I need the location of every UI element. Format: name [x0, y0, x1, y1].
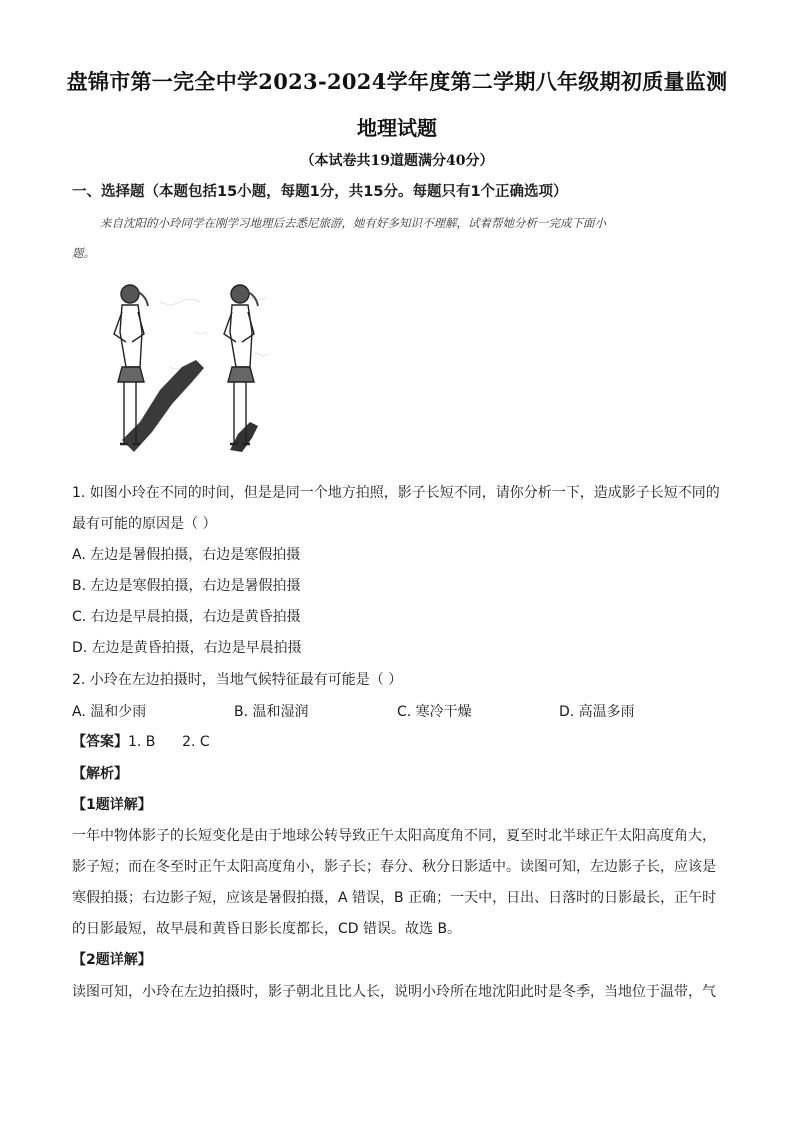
detail1-line2: 影子短；而在冬至时正午太阳高度角小，影子长；春分、秋分日影适中。读图可知，左边影子长，应该是 — [72, 859, 716, 875]
detail2-line1: 读图可知，小玲在左边拍摄时，影子朝北且比人长，说明小玲所在地沈阳此时是冬季，当地位于温带，气 — [72, 984, 716, 1000]
exam-subtitle: 地理试题 — [357, 116, 437, 140]
q1-option-d: D. 左边是黄昏拍摄，右边是早晨拍摄 — [72, 640, 302, 656]
exam-note: （本试卷共19道题满分40分） — [300, 153, 494, 169]
detail1-line1: 一年中物体影子的长短变化是由于地球公转导致正午太阳高度角不同，夏至时北半球正午太阳高度角大， — [72, 828, 716, 844]
shadow-photo-figure — [100, 272, 300, 472]
q2-option-b: B. 温和湿润 — [234, 704, 309, 720]
q1-option-b: B. 左边是寒假拍摄，右边是暑假拍摄 — [72, 578, 301, 594]
section-heading: 一、选择题（本题包括15小题，每题1分，共15分。每题只有1个正确选项） — [72, 184, 568, 200]
q2-option-d: D. 高温多雨 — [559, 704, 635, 720]
answer-text: 1. B 2. C — [128, 734, 210, 750]
intro-text-line1: 来自沈阳的小玲同学在刚学习地理后去悉尼旅游，她有好多知识不理解，试着帮她分析一完成下面小 — [100, 216, 606, 230]
q2-stem: 2. 小玲在左边拍摄时，当地气候特征最有可能是（ ） — [72, 672, 403, 688]
q1-option-a: A. 左边是暑假拍摄，右边是寒假拍摄 — [72, 547, 301, 563]
detail1-label: 【1题详解】 — [72, 797, 152, 813]
exam-title: 盘锦市第一完全中学2023-2024学年度第二学期八年级期初质量监测 — [66, 69, 728, 94]
q2-option-a: A. 温和少雨 — [72, 704, 147, 720]
q1-option-c: C. 右边是早晨拍摄，右边是黄昏拍摄 — [72, 609, 301, 625]
answer-label: 【答案】 — [72, 734, 128, 750]
right-girl-figure — [224, 285, 258, 444]
answer-row — [72, 732, 732, 752]
intro-text-line2: 题。 — [72, 246, 95, 260]
detail1-line4: 的日影最短，故早晨和黄昏日影长度都长，CD 错误。故选 B。 — [72, 921, 462, 937]
q1-stem-line1: 1. 如图小玲在不同的时间，但是是同一个地方拍照，影子长短不同，请你分析一下，造成影子长短不同的 — [72, 485, 720, 501]
q1-stem-line2: 最有可能的原因是（ ） — [72, 516, 217, 532]
detail2-label: 【2题详解】 — [72, 952, 152, 968]
analysis-label: 【解析】 — [72, 766, 128, 782]
q2-option-c: C. 寒冷干燥 — [397, 704, 472, 720]
detail1-line3: 寒假拍摄；右边影子短，应该是暑假拍摄，A 错误，B 正确；一天中，日出、日落时的日影最长，正午时 — [72, 890, 717, 906]
